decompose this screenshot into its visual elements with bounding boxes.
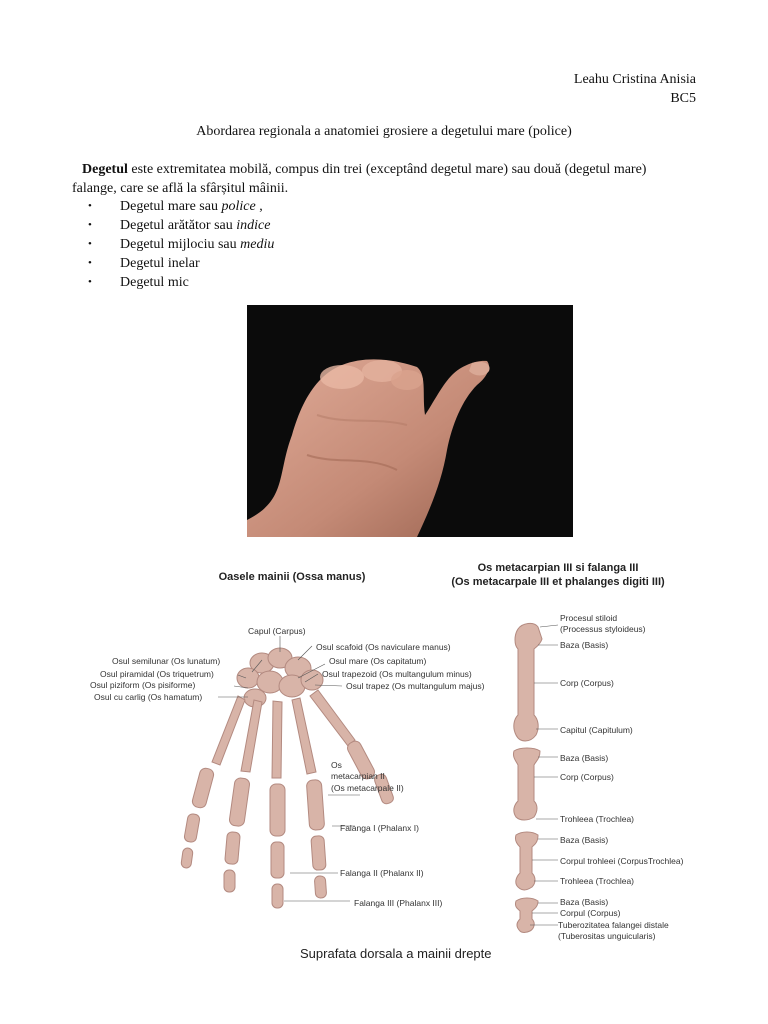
document-title: Abordarea regionala a anatomiei grosiere a degetului mare (police) — [196, 124, 572, 139]
label-hamatum: Osul cu carlig (Os hamatum) — [94, 692, 203, 702]
list-item — [88, 273, 274, 292]
group-code: BC5 — [670, 91, 696, 106]
list-item-suffix: , — [255, 199, 263, 214]
bones-figure-title-line2: (Os metacarpale III et phalanges digiti III) — [451, 576, 665, 588]
label-baza-1: Baza (Basis) — [560, 640, 609, 650]
label-falanga-3: Falanga III (Phalanx III) — [354, 898, 443, 908]
bullet: • — [88, 219, 92, 231]
label-semilunar: Osul semilunar (Os lunatum) — [112, 656, 221, 666]
label-corp-1: Corp (Corpus) — [560, 678, 614, 688]
list-item-text: Degetul mare sau — [120, 199, 222, 214]
label-piziform: Osul piziform (Os pisiforme) — [90, 680, 196, 690]
bones-figure-title-line1: Os metacarpian III si falanga III — [477, 562, 639, 574]
label-trapezoid: Osul trapezoid (Os multangulum minus) — [322, 669, 472, 679]
label-trohleea-2: Trohleea (Trochlea) — [560, 876, 635, 886]
label-carpus: Capul (Carpus) — [248, 626, 306, 636]
label-corp-2: Corp (Corpus) — [560, 772, 614, 782]
label-corp-trohleei: Corpul trohleei (CorpusTrochlea) — [560, 856, 684, 866]
label-falanga-2: Falanga II (Phalanx II) — [340, 868, 424, 878]
label-trapez: Osul trapez (Os multangulum majus) — [346, 681, 485, 691]
hand-figure-title: Oasele mainii (Ossa manus) — [218, 571, 366, 583]
label-trohleea-1: Trohleea (Trochlea) — [560, 814, 635, 824]
list-item — [88, 254, 274, 273]
bullet: • — [88, 238, 92, 250]
intro-paragraph — [72, 160, 672, 198]
list-item — [88, 216, 274, 235]
intro-bold-term: Degetul — [82, 162, 128, 177]
list-item-text: Degetul mijlociu sau — [120, 237, 241, 252]
bullet: • — [88, 257, 92, 269]
thumb-hand-illustration — [247, 305, 573, 537]
label-metacarpian-line2: metacarpian II — [331, 771, 385, 781]
label-tuberozitate-line2: (Tuberositas unguicularis) — [558, 931, 656, 941]
intro-text: este extremitatea mobilă, compus din trei (exceptând degetul mare) sau două (degetul mare) falange, care se află la sfârșitul mâinii. — [72, 162, 647, 196]
label-piramidal: Osul piramidal (Os triquetrum) — [100, 669, 214, 679]
label-metacarpian-line1: Os — [331, 760, 342, 770]
bullet: • — [88, 200, 92, 212]
finger-list — [88, 197, 274, 292]
label-stiloid-line1: Procesul stiloid — [560, 613, 618, 623]
list-item — [88, 235, 274, 254]
list-item-italic: indice — [236, 218, 271, 233]
list-item-italic: mediu — [240, 237, 275, 252]
figure-caption: Suprafata dorsala a mainii drepte — [300, 946, 492, 961]
list-item — [88, 197, 274, 216]
label-baza-4: Baza (Basis) — [560, 897, 609, 907]
list-item-text: Degetul inelar — [120, 256, 200, 271]
label-falanga-1: Falanga I (Phalanx I) — [340, 823, 419, 833]
label-baza-3: Baza (Basis) — [560, 835, 609, 845]
author-name: Leahu Cristina Anisia — [573, 72, 696, 87]
label-corpul-4: Corpul (Corpus) — [560, 908, 621, 918]
label-stiloid-line2: (Processus styloideus) — [560, 624, 646, 634]
bullet: • — [88, 276, 92, 288]
label-scafoid: Osul scafoid (Os naviculare manus) — [316, 642, 451, 652]
hand-skeleton-illustration — [0, 560, 400, 940]
label-tuberozitate-line1: Tuberozitatea falangei distale — [558, 920, 669, 930]
label-capitul: Capitul (Capitulum) — [560, 725, 633, 735]
list-item-text: Degetul mic — [120, 275, 189, 290]
list-item-text: Degetul arătător sau — [120, 218, 237, 233]
bones-column-illustration — [500, 615, 560, 945]
label-capitatum: Osul mare (Os capitatum) — [329, 656, 427, 666]
label-metacarpian-line3: (Os metacarpale II) — [331, 783, 404, 793]
thumb-photo — [247, 305, 573, 537]
label-baza-2: Baza (Basis) — [560, 753, 609, 763]
list-item-italic: police — [221, 199, 256, 214]
author-block — [574, 70, 696, 108]
